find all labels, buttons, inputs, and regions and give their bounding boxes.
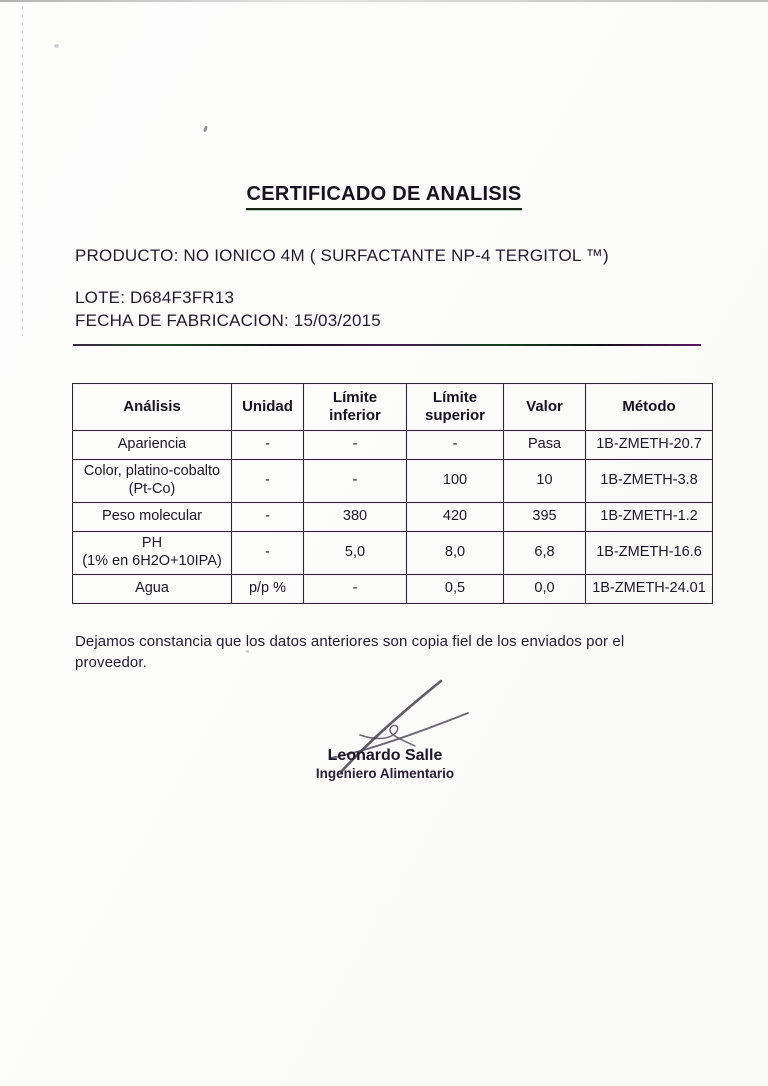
table-cell: 0,5: [407, 575, 504, 604]
table-cell: -: [232, 503, 304, 532]
table-cell: -: [232, 460, 304, 503]
column-header-analisis: Análisis: [73, 384, 232, 431]
table-row: [73, 460, 713, 503]
signer-title: Ingeniero Alimentario: [315, 766, 455, 781]
table-cell: 420: [407, 503, 504, 532]
table-cell: -: [304, 575, 407, 604]
table-cell: p/p %: [232, 575, 304, 604]
table-cell: 100: [407, 460, 504, 503]
column-header-metodo: Método: [586, 384, 713, 431]
document-title: CERTIFICADO DE ANALISIS: [0, 183, 768, 210]
table-row: [73, 431, 713, 460]
signer-block: [268, 747, 502, 781]
column-header-limite-superior: Límite superior: [407, 384, 504, 431]
table-cell: 1B-ZMETH-20.7: [586, 431, 713, 460]
scan-edge-artifact: [0, 0, 768, 2]
column-header-unidad: Unidad: [232, 384, 304, 431]
table-cell: -: [232, 532, 304, 575]
table-cell: 0,0: [504, 575, 586, 604]
table-cell: -: [304, 431, 407, 460]
lot-line: LOTE: D684F3FR13: [75, 288, 235, 307]
scan-fold-line-artifact: [22, 6, 23, 336]
table-cell: 1B-ZMETH-24.01: [586, 575, 713, 604]
table-header-row: [73, 384, 713, 431]
table-cell: 1B-ZMETH-1.2: [586, 503, 713, 532]
table-cell: 1B-ZMETH-16.6: [586, 532, 713, 575]
table-cell: 5,0: [304, 532, 407, 575]
fabrication-date-line: FECHA DE FABRICACION: 15/03/2015: [75, 311, 381, 330]
table-cell: -: [232, 431, 304, 460]
table-cell: Pasa: [504, 431, 586, 460]
column-header-limite-inferior: Límite inferior: [304, 384, 407, 431]
column-header-valor: Valor: [504, 384, 586, 431]
scan-speck: [203, 126, 208, 133]
table-cell: Peso molecular: [73, 503, 232, 532]
table-cell: Color, platino-cobalto (Pt-Co): [73, 460, 232, 503]
table-cell: 10: [504, 460, 586, 503]
table-cell: 395: [504, 503, 586, 532]
signer-name: Leonardo Salle: [327, 747, 443, 764]
scan-speck: [54, 44, 59, 48]
table-cell: 1B-ZMETH-3.8: [586, 460, 713, 503]
attestation-note: Dejamos constancia que los datos anteriores son copia fiel de los enviados por el proveedor.: [75, 633, 625, 671]
product-info-block: [75, 246, 609, 331]
table-row: [73, 575, 713, 604]
table-cell: -: [304, 460, 407, 503]
analysis-results-table: [72, 383, 713, 604]
table-cell: PH (1% en 6H2O+10IPA): [73, 532, 232, 575]
table-cell: Agua: [73, 575, 232, 604]
table-cell: 6,8: [504, 532, 586, 575]
table-cell: -: [407, 431, 504, 460]
product-line: PRODUCTO: NO IONICO 4M ( SURFACTANTE NP-4 TERGITOL ™): [75, 246, 609, 265]
table-row: [73, 503, 713, 532]
section-divider-rule: [73, 344, 701, 346]
table-cell: 8,0: [407, 532, 504, 575]
table-cell: Apariencia: [73, 431, 232, 460]
table-cell: 380: [304, 503, 407, 532]
table-row: [73, 532, 713, 575]
